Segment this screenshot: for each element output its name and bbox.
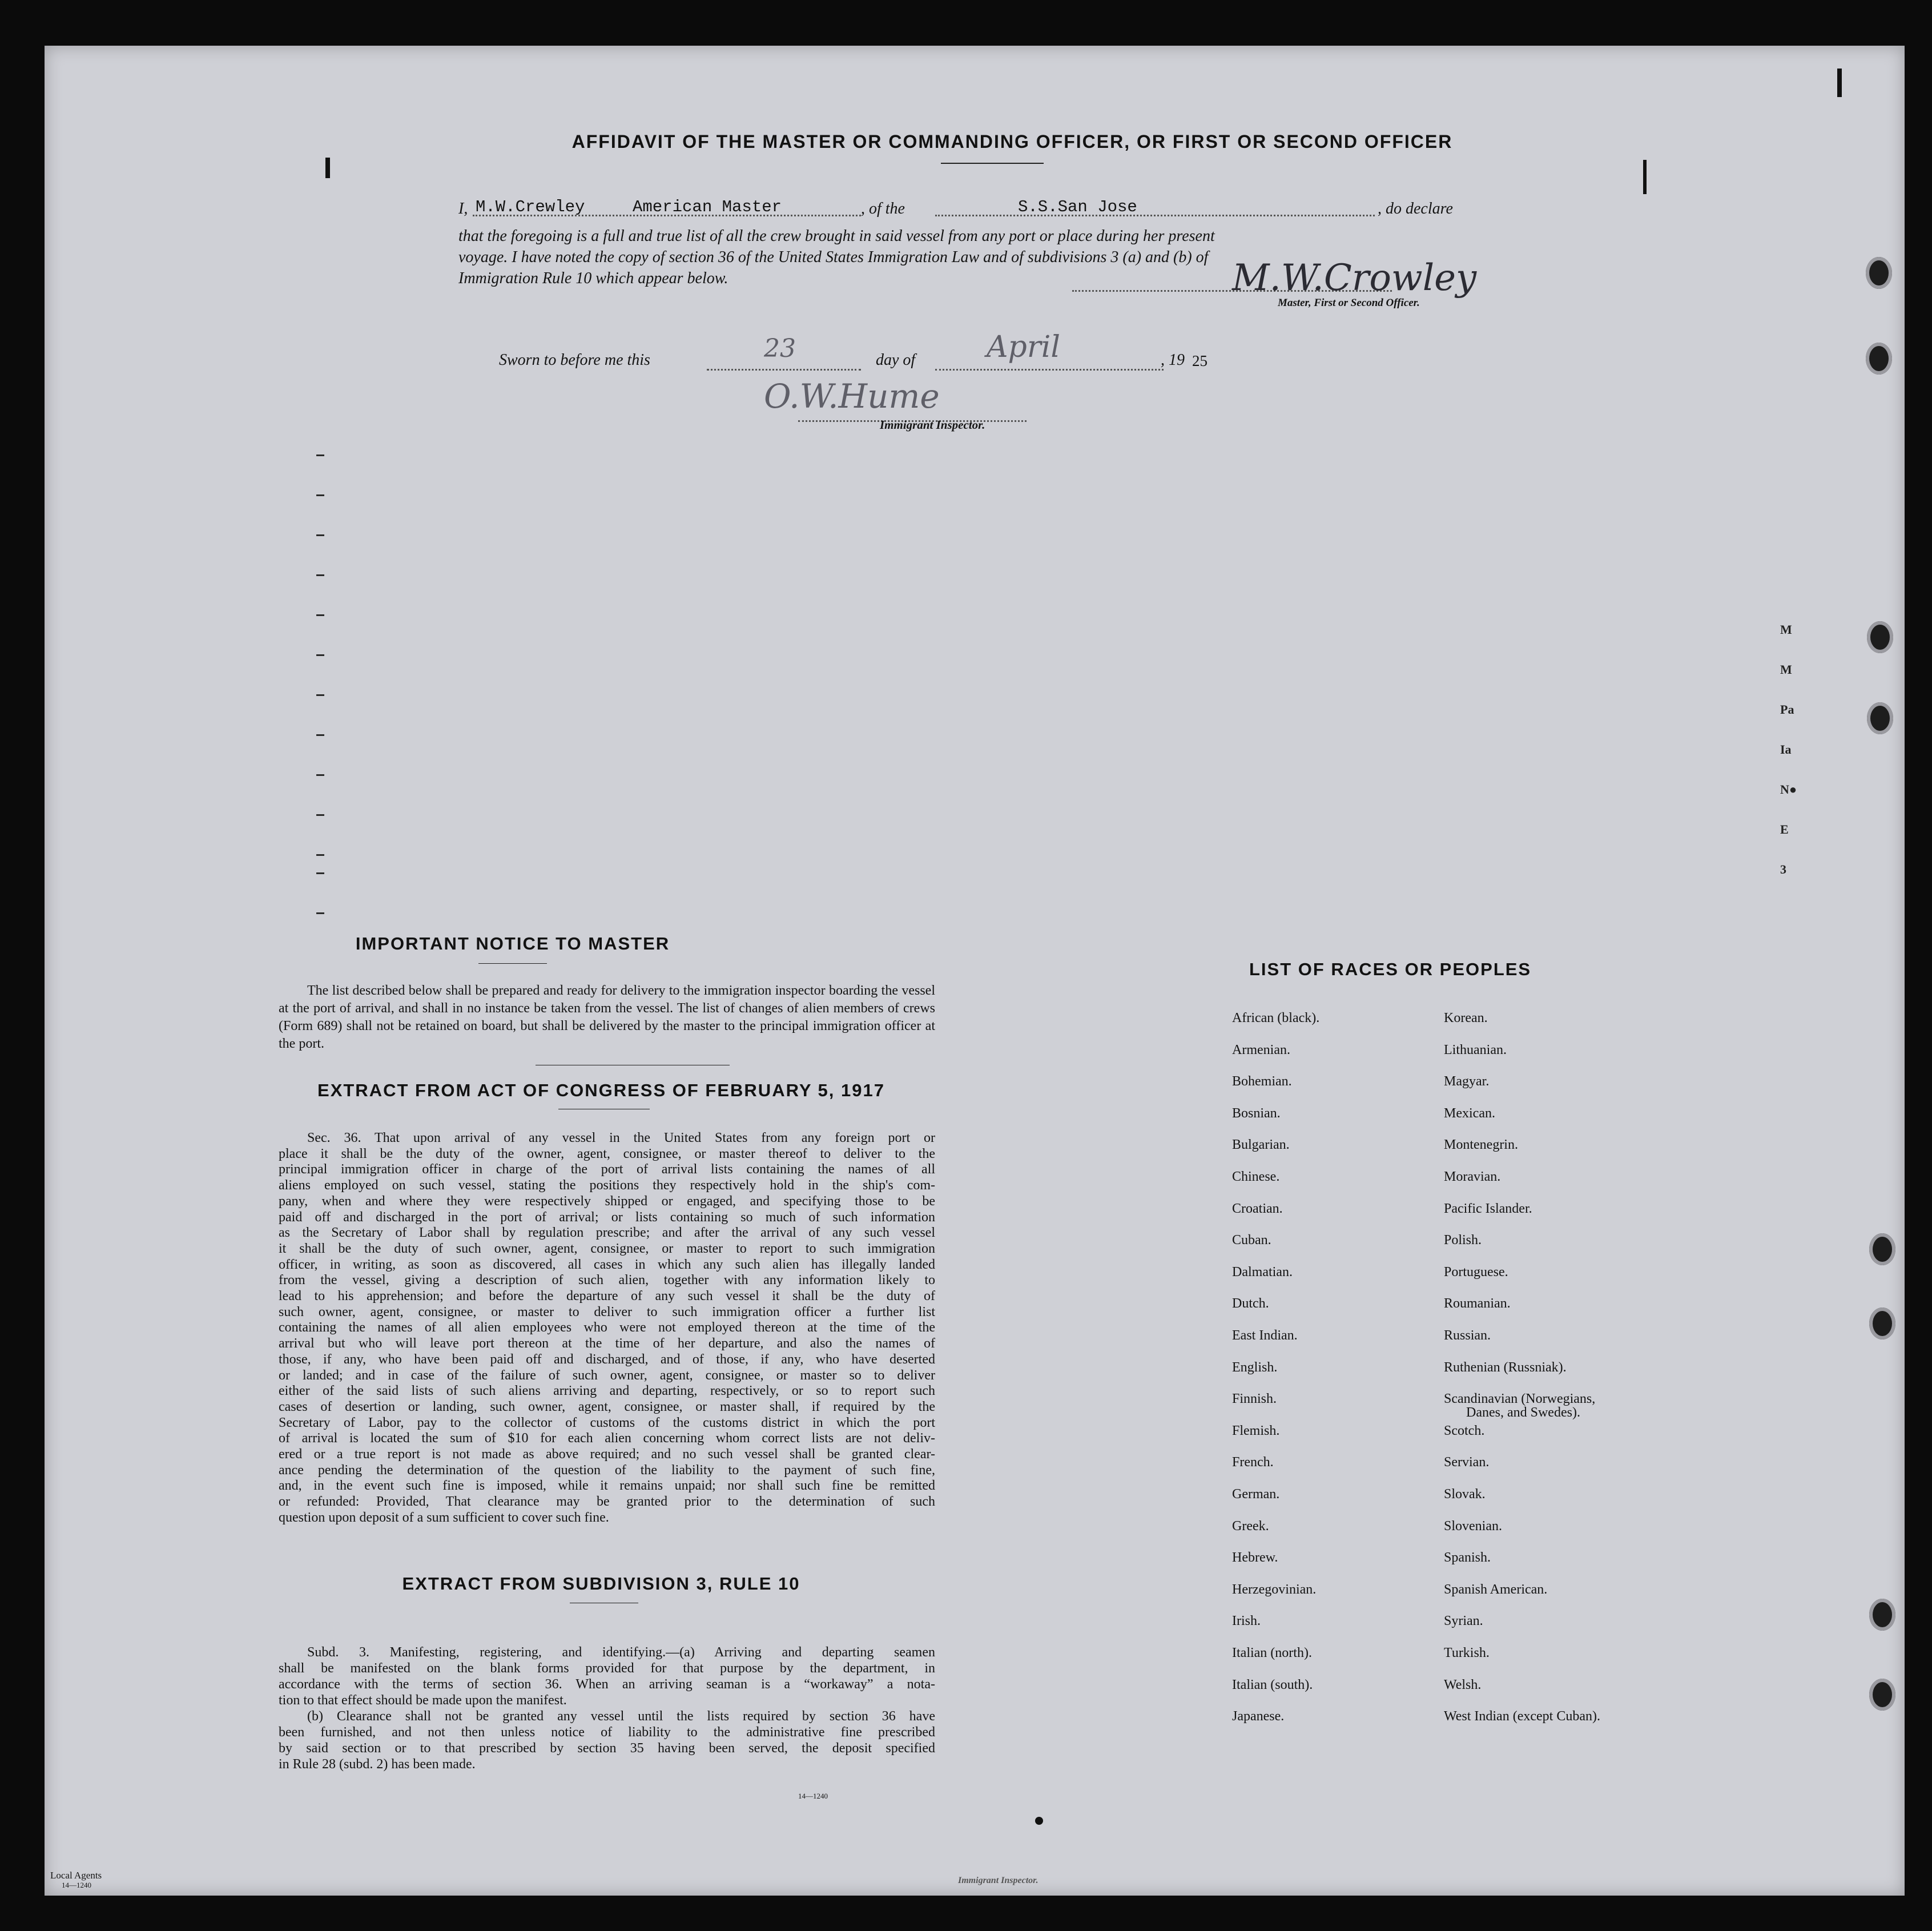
margin-letters [1780, 622, 1803, 908]
row-mark [316, 854, 324, 856]
row-mark [316, 912, 324, 914]
race-item: Dutch. [1232, 1296, 1269, 1312]
punch-hole [1869, 1233, 1895, 1265]
punch-hole [1869, 1599, 1895, 1631]
margin-letter: M [1780, 662, 1792, 677]
race-item: Armenian. [1232, 1042, 1290, 1057]
bottom-caption: Immigrant Inspector. [958, 1876, 1039, 1885]
text-line: lead to his apprehension; and before the departure of any such vessel it shall be the duty of [279, 1289, 935, 1304]
vessel-name-field: S.S.San Jose [1018, 198, 1137, 216]
day-of-text: day of [876, 351, 916, 369]
master-signature: M.W.Crowley [1232, 257, 1477, 299]
text-line: cases of desertion or landing, such owner, agent, consignee, or master shall, if required by the [279, 1399, 935, 1414]
text-line: of arrival is located the sum of $10 for each alien concerning whom correct lists are not deliv- [279, 1431, 935, 1446]
race-item: French. [1232, 1455, 1274, 1470]
punch-hole [1869, 1679, 1895, 1711]
race-item: Roumanian. [1444, 1296, 1511, 1312]
punch-hole [1867, 702, 1893, 734]
text-line: accordance with the terms of section 36. When an arriving seaman is a “workaway” a nota- [279, 1677, 935, 1692]
text-line: in Rule 28 (subd. 2) has been made. [279, 1757, 476, 1772]
master-rank-field: American Master [633, 198, 782, 216]
race-item: Italian (south). [1232, 1677, 1313, 1692]
text-line: tion to that effect should be made upon the manifest. [279, 1693, 567, 1708]
punch-mark [1837, 69, 1842, 97]
race-item: Bohemian. [1232, 1074, 1292, 1089]
text-line: principal immigration officer in charge of the port of arrival lists containing the names of all [279, 1162, 935, 1177]
margin-letter: Pa [1780, 702, 1794, 717]
race-item: Irish. [1232, 1614, 1261, 1629]
signature-caption: Master, First or Second Officer. [1278, 297, 1420, 309]
row-mark [316, 614, 324, 616]
race-item: Turkish. [1444, 1646, 1490, 1660]
text-line: containing the names of all alien employees who were not employed thereon at the time of the [279, 1320, 935, 1335]
margin-letter: N● [1780, 782, 1797, 796]
race-item-continuation: Danes, and Swedes). [1466, 1405, 1580, 1421]
race-item: Italian (north). [1232, 1646, 1312, 1660]
text-line: from the vessel, giving a description of such alien, together with any information likely to [279, 1273, 935, 1288]
race-item: Russian. [1444, 1328, 1491, 1343]
row-mark [316, 774, 324, 776]
punch-hole [1867, 621, 1893, 653]
month-dotline [935, 369, 1164, 371]
local-agents-text: Local Agents [50, 1870, 102, 1881]
text-line: Secretary of Labor, pay to the collector of customs of the customs district in which the port [279, 1415, 935, 1430]
race-item: Herzegovinian. [1232, 1582, 1317, 1597]
text-line: or refunded: Provided, That clearance may be granted prior to the determination of such [279, 1494, 935, 1510]
sworn-year-value: 25 [1192, 352, 1208, 369]
affidavit-line-3: voyage. I have noted the copy of section 36 of the United States Immigration Law and of subdivisions 3 (a) and (b) of [458, 248, 1209, 266]
text-line: arrival but who will leave port thereon at the time of her departure, and also the names of [279, 1336, 935, 1351]
notice-text: The list described below shall be prepared and ready for delivery to the immigration inspector boarding the vessel at the port of arrival, and shall in no instance be taken from the vessel. The list of changes of alien members of crews (Form 689) shall not be retained on board, but shall be delivered by the master to the principal immigration officer at the port. [279, 983, 935, 1051]
text-line: it shall be the duty of such owner, agent, consignee, or master to report to such immigration [279, 1241, 935, 1256]
race-item: Mexican. [1444, 1105, 1495, 1121]
sworn-month-value: April [987, 330, 1060, 364]
race-item: Syrian. [1444, 1614, 1483, 1629]
affidavit-i: I, [458, 200, 468, 218]
race-item: Bosnian. [1232, 1105, 1281, 1121]
bottom-dot [1035, 1817, 1043, 1825]
row-mark [316, 814, 324, 816]
act-text [279, 1131, 935, 1526]
race-item: Lithuanian. [1444, 1042, 1507, 1057]
text-line: paid off and discharged in the port of arrival; or lists containing so much of such information [279, 1209, 935, 1225]
text-line: those, if any, who have been paid off and discharged, and of those, if any, who have deserted [279, 1351, 935, 1367]
text-line: question upon deposit of a sum sufficient to cover such fine. [279, 1510, 609, 1525]
race-item: Scandinavian (Norwegians, [1444, 1391, 1596, 1407]
row-mark [316, 694, 324, 696]
text-line: such owner, agent, consignee, or master to deliver to such immigration officer a further list [279, 1304, 935, 1319]
row-mark [316, 654, 324, 656]
row-mark [316, 454, 324, 456]
of-the-text: , of the [861, 200, 905, 218]
race-item: English. [1232, 1359, 1278, 1375]
race-item: Welsh. [1444, 1677, 1482, 1692]
text-line: shall be manifested on the blank forms provided for that purpose by the department, in [279, 1661, 935, 1676]
day-dotline [707, 369, 861, 371]
race-item: Finnish. [1232, 1391, 1277, 1407]
race-item: Moravian. [1444, 1169, 1501, 1184]
race-item: Chinese. [1232, 1169, 1280, 1184]
sworn-prefix: Sworn to before me this [499, 351, 650, 369]
margin-letter: 3 [1780, 862, 1786, 876]
year-prefix: , 19 [1161, 351, 1185, 369]
row-mark [316, 872, 324, 874]
notice-title-rule [478, 963, 547, 964]
text-line: either of the said lists of such aliens arriving and departing, respectively, or so to report such [279, 1383, 935, 1399]
race-item: Pacific Islander. [1444, 1201, 1532, 1216]
form-number: 14—1240 [798, 1792, 828, 1800]
text-line: as the Secretary of Labor shall by regulation prescribe; and after the arrival of any such vessel [279, 1225, 935, 1241]
name-dotline [473, 215, 861, 216]
race-item: Montenegrin. [1444, 1137, 1518, 1153]
document-page [45, 46, 1905, 1896]
text-line: ance pending the determination of the question of the liability to the payment of such fine, [279, 1462, 935, 1478]
race-item: Bulgarian. [1232, 1137, 1290, 1153]
margin-letter: M [1780, 622, 1792, 637]
row-mark [316, 574, 324, 576]
row-mark [316, 534, 324, 536]
vessel-dotline [935, 215, 1375, 216]
text-line: pany, when and where they were respectively shipped or engaged, and specifying those to be [279, 1193, 935, 1209]
race-item: Slovenian. [1444, 1518, 1502, 1534]
local-agents-number: 14—1240 [62, 1881, 91, 1889]
text-line: been furnished, and not then unless notice of liability to the administrative fine prescribed [279, 1725, 935, 1740]
race-item: African (black). [1232, 1011, 1320, 1025]
margin-letter: Ia [1780, 742, 1792, 757]
race-item: Magyar. [1444, 1074, 1490, 1089]
punch-hole [1869, 1308, 1895, 1339]
race-item: Ruthenian (Russniak). [1444, 1359, 1567, 1375]
race-item: Scotch. [1444, 1423, 1485, 1438]
text-line: ered or a true report is not made as above required; and no such vessel shall be granted clear- [279, 1447, 935, 1462]
race-item: Hebrew. [1232, 1550, 1278, 1566]
race-item: Greek. [1232, 1518, 1269, 1534]
race-item: Servian. [1444, 1455, 1490, 1470]
text-line: and, in the event such fine is imposed, while it remains unpaid; nor shall such fine be remitted [279, 1478, 935, 1494]
race-item: Slovak. [1444, 1487, 1486, 1502]
punch-hole [1866, 343, 1892, 375]
inspector-signature: O.W.Hume [764, 377, 940, 416]
race-item: German. [1232, 1487, 1280, 1502]
races-title: LIST OF RACES OR PEOPLES [1249, 959, 1532, 979]
race-item: Spanish. [1444, 1550, 1491, 1566]
row-mark [316, 734, 324, 736]
do-declare-text: , do declare [1378, 200, 1453, 218]
text-line: place it shall be the duty of the owner, agent, consignee, or master thereof to deliver to the [279, 1146, 935, 1161]
race-item: Croatian. [1232, 1201, 1283, 1216]
races-list [1186, 1011, 1700, 1753]
margin-letter: E [1780, 822, 1789, 836]
rule-title: EXTRACT FROM SUBDIVISION 3, RULE 10 [402, 1574, 800, 1594]
sworn-day-value: 23 [764, 334, 796, 363]
punch-mark [325, 158, 330, 178]
notice-title: IMPORTANT NOTICE TO MASTER [355, 934, 670, 954]
race-item: East Indian. [1232, 1328, 1298, 1343]
race-item: Dalmatian. [1232, 1264, 1293, 1280]
affidavit-title-rule [941, 163, 1044, 164]
text-line: by said section or to that prescribed by section 35 having been served, the deposit specified [279, 1741, 935, 1756]
text-line: aliens employed on such vessel, stating the positions they respectively hold in the ship's com- [279, 1178, 935, 1193]
race-item: Polish. [1444, 1233, 1482, 1248]
text-line: officer, in writing, as soon as discovered, all cases in which any such alien has illegally landed [279, 1257, 935, 1272]
race-item: Portuguese. [1444, 1264, 1508, 1280]
master-name-field: M.W.Crewley [476, 198, 585, 216]
inspector-caption: Immigrant Inspector. [880, 418, 985, 432]
race-item: Cuban. [1232, 1233, 1271, 1248]
punch-hole [1866, 257, 1892, 289]
text-line: or landed; and in case of the failure of such owner, agent, consignee, or master so to deliver [279, 1367, 935, 1383]
text-line: (b) Clearance shall not be granted any vessel until the lists required by section 36 have [307, 1709, 935, 1724]
race-item: West Indian (except Cuban). [1444, 1709, 1600, 1724]
race-item: Korean. [1444, 1011, 1488, 1025]
rule-text [279, 1644, 935, 1772]
act-title: EXTRACT FROM ACT OF CONGRESS OF FEBRUARY 5, 1917 [317, 1080, 885, 1100]
row-mark [316, 494, 324, 496]
punch-mark [1643, 160, 1647, 194]
affidavit-title: AFFIDAVIT OF THE MASTER OR COMMANDING OFFICER, OR FIRST OR SECOND OFFICER [571, 131, 1453, 152]
race-item: Japanese. [1232, 1709, 1285, 1724]
affidavit-line-2: that the foregoing is a full and true list of all the crew brought in said vessel from any port or place during her present [458, 227, 1215, 245]
race-item: Spanish American. [1444, 1582, 1548, 1597]
affidavit-line-4: Immigration Rule 10 which appear below. [458, 269, 728, 287]
text-line: Subd. 3. Manifesting, registering, and identifying.—(a) Arriving and departing seamen [307, 1645, 935, 1660]
text-line: Sec. 36. That upon arrival of any vessel in the United States from any foreign port or [307, 1131, 935, 1145]
race-item: Flemish. [1232, 1423, 1280, 1438]
